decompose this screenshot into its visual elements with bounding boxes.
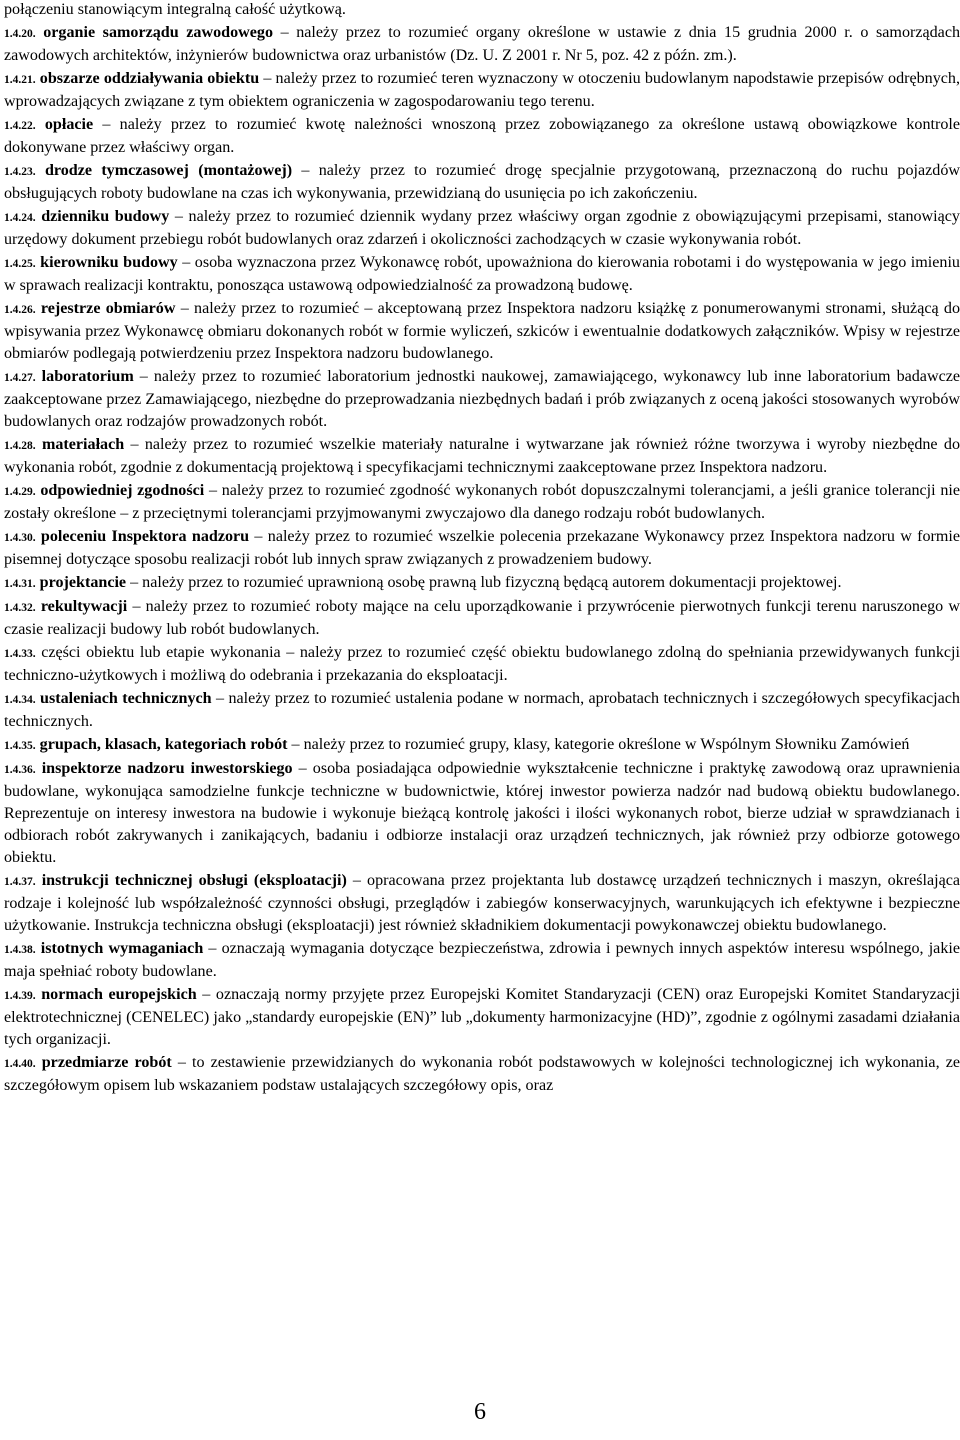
definition-number: 1.4.38.	[4, 944, 36, 956]
definition-number: 1.4.35.	[4, 740, 36, 752]
definition-term: drodze tymczasowej (montażowej)	[44, 162, 293, 179]
definition-text: – to zestawienie przewidzianych do wykonania robót podstawowych w kolejności technologicznej ich wykonania, ze szczegółowym opisem lub wskazaniem podstaw ustalających szczegółowy opis, oraz	[4, 1054, 960, 1094]
definition-number: 1.4.33.	[4, 648, 36, 660]
definition-entry	[4, 688, 960, 733]
definition-number: 1.4.36.	[4, 764, 36, 776]
definition-term: organie samorządu zawodowego	[43, 24, 273, 41]
definition-text: – należy przez to rozumieć wszelkie polecenia przekazane Wykonawcy przez Inspektora nadzoru w formie pisemnej dotyczące sposobu realizacji robót lub innych spraw związanych z prowadzeniem budowy.	[4, 528, 960, 568]
definition-entry	[4, 596, 960, 641]
definition-text: – należy przez to rozumieć drogę specjalnie przygotowaną, przeznaczoną do ruchu pojazdów obsługujących roboty budowlane na czas ich wykonywania, przewidzianą do usunięcia po ich zakończeniu.	[4, 162, 960, 202]
definition-number: 1.4.26.	[4, 304, 36, 316]
definition-text: – należy przez to rozumieć roboty mające na celu uporządkowanie i przywrócenie pierwotnych funkcji terenu naruszonego w czasie realizacji budowy lub robót budowlanych.	[4, 598, 960, 638]
definition-entry	[4, 366, 960, 433]
definition-text: – należy przez to rozumieć organy określone w ustawie z dnia 15 grudnia 2000 r. o samorządach zawodowych architektów, inżynierów budownictwa oraz urbanistów (Dz. U. Z 2001 r. Nr 5, poz. 42 z późn. zm.).	[4, 24, 960, 64]
page-number: 6	[474, 1399, 486, 1425]
definition-term: istotnych wymaganiach	[40, 940, 204, 957]
definition-term: laboratorium	[41, 368, 134, 385]
definition-number: 1.4.23.	[4, 166, 36, 178]
definition-number: 1.4.37.	[4, 876, 36, 888]
definition-text: – należy przez to rozumieć – akceptowaną przez Inspektora nadzoru książkę z ponumerowanymi stronami, służącą do wpisywania przez Wykonawcę obmiaru dokonanych robót w formie wyliczeń, szkiców i ewentualnie dodatkowych załączników. Wpisy w rejestrze obmiarów podlegają potwierdzeniu przez Inspektora nadzoru budowlanego.	[4, 300, 960, 362]
document-body	[4, 0, 960, 1098]
definition-text: – należy przez to rozumieć teren wyznaczony w otoczeniu budowlanym napodstawie przepisów odrębnych, wprowadzających związane z tym obiektem ograniczenia w zagospodarowaniu tego terenu.	[4, 70, 960, 110]
definition-number: 1.4.22.	[4, 120, 36, 132]
definition-number: 1.4.20.	[4, 28, 36, 40]
definition-entry	[4, 572, 960, 595]
definition-entry	[4, 480, 960, 525]
definition-term: rejestrze obmiarów	[40, 300, 176, 317]
definition-text: – należy przez to rozumieć grupy, klasy, kategorie określone w Wspólnym Słowniku Zamówień	[287, 736, 910, 753]
definition-number: 1.4.30.	[4, 532, 36, 544]
definition-number: 1.4.27.	[4, 372, 36, 384]
intro-text: połączeniu stanowiącym integralną całość użytkową.	[4, 1, 346, 18]
definition-entry	[4, 298, 960, 365]
intro-paragraph	[4, 0, 960, 21]
definition-term: przedmiarze robót	[41, 1054, 172, 1071]
definition-number: 1.4.40.	[4, 1058, 36, 1070]
definition-text: – należy przez to rozumieć kwotę należności wnoszoną przez zobowiązanego za określone ustawą obowiązkowe kontrole dokonywane przez właściwy organ.	[4, 116, 960, 156]
definition-number: 1.4.28.	[4, 440, 36, 452]
definition-number: 1.4.25.	[4, 258, 36, 270]
definition-number: 1.4.29.	[4, 486, 36, 498]
definition-text: – należy przez to rozumieć dziennik wydany przez właściwy organ zgodnie z obowiązującymi przepisami, stanowiący urzędowy dokument przebiegu robót budowlanych oraz zdarzeń i okoliczności zachodzących w czasie wykonywania robót.	[4, 208, 960, 248]
definition-term: poleceniu Inspektora nadzoru	[40, 528, 250, 545]
definition-number: 1.4.39.	[4, 990, 36, 1002]
definition-number: 1.4.31.	[4, 578, 36, 590]
definition-entry	[4, 758, 960, 869]
definition-term: grupach, klasach, kategoriach robót	[39, 736, 288, 753]
definition-number: 1.4.21.	[4, 74, 36, 86]
definition-text: – oznaczają wymagania dotyczące bezpieczeństwa, zdrowia i pewnych innych aspektów interesu wspólnego, jakie maja spełniać roboty budowlane.	[4, 940, 960, 980]
definition-term: materiałach	[41, 436, 125, 453]
definition-entry	[4, 22, 960, 67]
definition-text: – należy przez to rozumieć wszelkie materiały naturalne i wytwarzane jak również różne tworzywa i wyroby niezbędne do wykonania robót, zgodnie z dokumentacją projektową i specyfikacjami technicznymi zaakceptowane przez Inspektora nadzoru.	[4, 436, 960, 476]
definition-number: 1.4.34.	[4, 694, 36, 706]
definition-entry	[4, 1052, 960, 1097]
definition-term: normach europejskich	[41, 986, 197, 1003]
definition-entry	[4, 526, 960, 571]
definition-entry	[4, 252, 960, 297]
definition-term: dzienniku budowy	[41, 208, 170, 225]
definition-text: – oznaczają normy przyjęte przez Europejski Komitet Standaryzacji (CEN) oraz Europejski Komitet Standaryzacji elektrotechnicznej (CENELEC) jako „standardy europejskie (EN)” lub „dokumenty harmonizacyjne (HD)”, zgodnie z ogólnymi zasadami działania tych organizacji.	[4, 986, 960, 1048]
definition-term: odpowiedniej zgodności	[40, 482, 205, 499]
definitions-list	[4, 22, 960, 1097]
definition-text: części obiektu lub etapie wykonania – należy przez to rozumieć część obiektu budowlanego zdolną do spełniania przewidywanych funkcji techniczno-użytkowych i możliwą do odebrania i przekazania do eksploatacji.	[4, 644, 960, 684]
definition-term: opłacie	[44, 116, 94, 133]
definition-text: – należy przez to rozumieć uprawnioną osobę prawną lub fizyczną będącą autorem dokumentacji projektowej.	[126, 574, 842, 591]
definition-entry	[4, 938, 960, 983]
definition-entry	[4, 734, 960, 757]
definition-number: 1.4.32.	[4, 602, 36, 614]
definition-text: – należy przez to rozumieć laboratorium jednostki naukowej, zamawiającego, wykonawcy lub inne laboratorium badawcze zaakceptowane przez Zamawiającego, niezbędne do przeprowadzania niezbędnych badań i prób związanych z oceną jakości stosowanych wyrobów budowlanych oraz rodzajów prowadzonych robót.	[4, 368, 960, 430]
definition-entry	[4, 206, 960, 251]
definition-text: – należy przez to rozumieć zgodność wykonanych robót dopuszczalnymi tolerancjami, a jeśli granice tolerancji nie zostały określone – z przeciętnymi tolerancjami przyjmowanymi zwyczajowo dla danego rodzaju robót budowlanych.	[4, 482, 960, 522]
definition-text: – należy przez to rozumieć ustalenia podane w normach, aprobatach technicznych i szczegółowych specyfikacjach technicznych.	[4, 690, 960, 730]
definition-term: obszarze oddziaływania obiektu	[39, 70, 260, 87]
definition-text: – osoba posiadająca odpowiednie wykształcenie techniczne i praktykę zawodową oraz uprawnienia budowlane, wykonująca samodzielne funkcje techniczne w budownictwie, której inwestor powierza nadzór nad budową obiektu budowlanego. Reprezentuje on interesy inwestora na budowie i wykonuje bieżącą kontrolę jakości i ilości wykonanych robot, bierze udział w sprawdzianach i odbiorach robót zakrywanych i zanikających, badaniu i odbiorze instalacji oraz urządzeń technicznych, jak również przy odbiorze gotowego obiektu.	[4, 760, 960, 866]
definition-text: – opracowana przez projektanta lub dostawcę urządzeń technicznych i maszyn, określająca rodzaje i kolejność lub współzależność czynności obsługi, przeglądów i zabiegów konserwacyjnych, warunkujących ich efektywne i bezpieczne użytkowanie. Instrukcja techniczna obsługi (eksploatacji) jest również składnikiem dokumentacji powykonawczej obiektu budowlanego.	[4, 872, 960, 934]
definition-term: instrukcji technicznej obsługi (eksploatacji)	[41, 872, 347, 889]
definition-entry	[4, 984, 960, 1051]
definition-term: inspektorze nadzoru inwestorskiego	[41, 760, 293, 777]
definition-entry	[4, 434, 960, 479]
definition-number: 1.4.24.	[4, 212, 36, 224]
definition-term: kierowniku budowy	[40, 254, 178, 271]
definition-entry	[4, 68, 960, 113]
definition-entry	[4, 160, 960, 205]
definition-term: projektancie	[39, 574, 127, 591]
definition-term: ustaleniach technicznych	[40, 690, 212, 707]
definition-text: – osoba wyznaczona przez Wykonawcę robót, upoważniona do kierowania robotami i do występowania w jego imieniu w sprawach realizacji kontraktu, ponosząca ustawową odpowiedzialność za prowadzoną budowę.	[4, 254, 960, 294]
definition-entry	[4, 114, 960, 159]
definition-entry	[4, 870, 960, 937]
definition-term: rekultywacji	[40, 598, 128, 615]
definition-entry	[4, 642, 960, 687]
